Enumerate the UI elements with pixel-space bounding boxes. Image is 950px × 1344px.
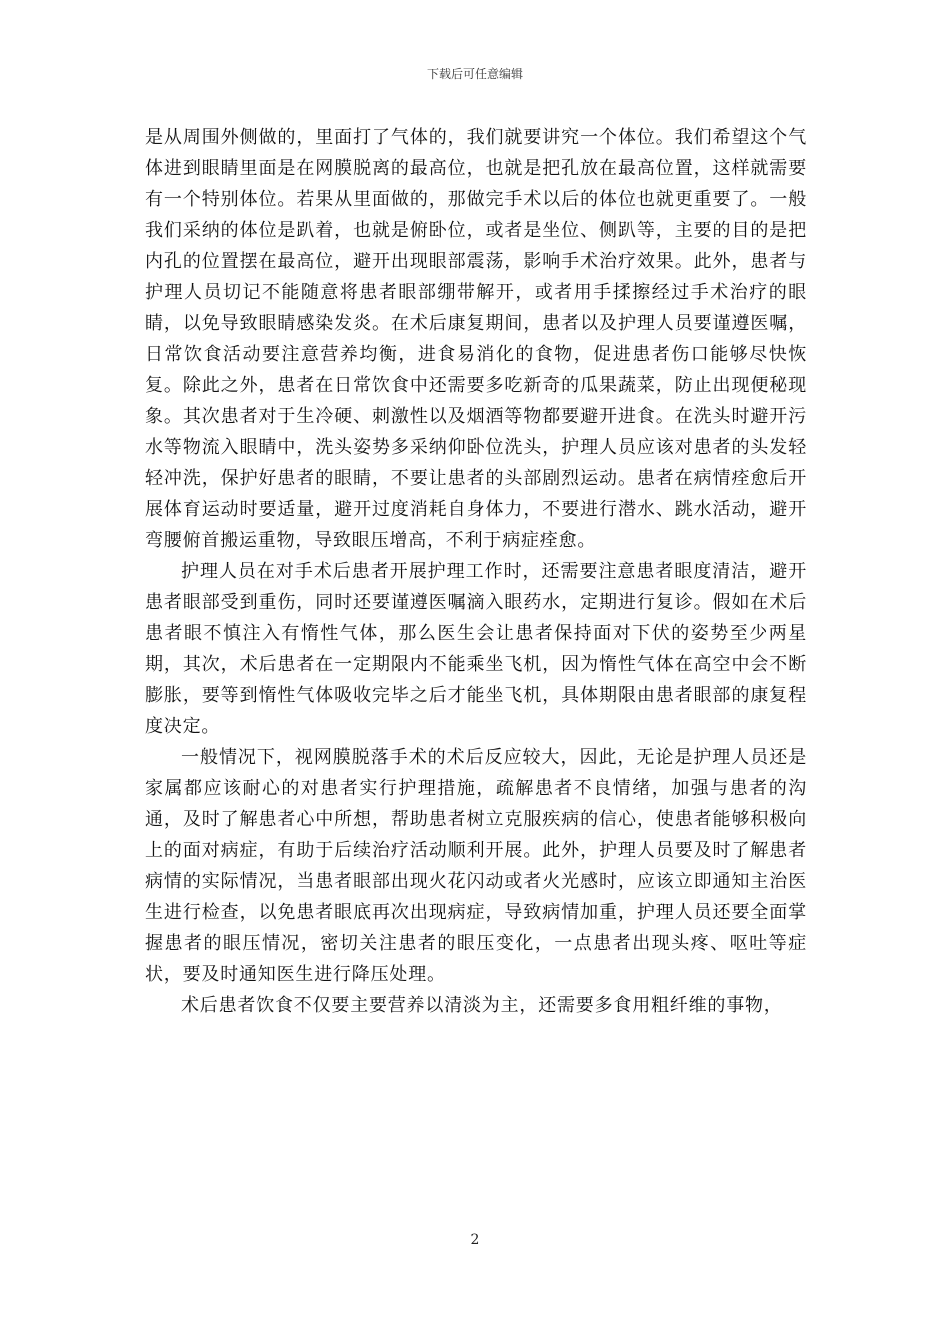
paragraph-psychological-care: 一般情况下，视网膜脱落手术的术后反应较大，因此，无论是护理人员还是家属都应该耐心的对患者实行护理措施，疏解患者不良情绪，加强与患者的沟通，及时了解患者心中所想，帮助患者树立克服疾病的信心，使患者能够积极向上的面对病症，有助于后续治疗活动顺利开展。此外，护理人员要及时了解患者病情的实际情况，当患者眼部出现火花闪动或者火光感时，应该立即通知主治医生进行检查，以免患者眼底再次出现病症，导致病情加重，护理人员还要全面掌握患者的眼压情况，密切关注患者的眼压变化，一点患者出现头疼、呕吐等症状，要及时通知医生进行降压处理。	[145, 747, 807, 985]
document-body	[145, 122, 807, 1021]
page-number: 2	[470, 1232, 480, 1248]
paragraph-diet: 术后患者饮食不仅要主要营养以清淡为主，还需要多食用粗纤维的事物，	[181, 995, 783, 1016]
paragraph-postop-care: 护理人员在对手术后患者开展护理工作时，还需要注意患者眼度清洁，避开患者眼部受到重伤，同时还要谨遵医嘱滴入眼药水，定期进行复诊。假如在术后患者眼不慎注入有惰性气体，那么医生会让患者保持面对下伏的姿势至少两星期，其次，术后患者在一定期限内不能乘坐飞机，因为惰性气体在高空中会不断膨胀，要等到惰性气体吸收完毕之后才能坐飞机，具体期限由患者眼部的康复程度决定。	[145, 561, 807, 737]
paragraph-continuation: 是从周围外侧做的，里面打了气体的，我们就要讲究一个体位。我们希望这个气体进到眼睛里面是在网膜脱离的最高位，也就是把孔放在最高位置，这样就需要有一个特别体位。若果从里面做的，那做完手术以后的体位也就更重要了。一般我们采纳的体位是趴着，也就是俯卧位，或者是坐位、侧趴等，主要的目的是把内孔的位置摆在最高位，避开出现眼部震荡，影响手术治疗效果。此外，患者与护理人员切记不能随意将患者眼部绷带解开，或者用手揉擦经过手术治疗的眼睛，以免导致眼睛感染发炎。在术后康复期间，患者以及护理人员要谨遵医嘱，日常饮食活动要注意营养均衡，进食易消化的食物，促进患者伤口能够尽快恢复。除此之外，患者在日常饮食中还需要多吃新奇的瓜果蔬菜，防止出现便秘现象。其次患者对于生冷硬、刺激性以及烟酒等物都要避开进食。在洗头时避开污水等物流入眼睛中，洗头姿势多采纳仰卧位洗头，护理人员应该对患者的头发轻轻冲洗，保护好患者的眼睛，不要让患者的头部剧烈运动。患者在病情痊愈后开展体育运动时要适量，避开过度消耗自身体力，不要进行潜水、跳水活动，避开弯腰俯首搬运重物，导致眼压增高，不利于病症痊愈。	[145, 127, 807, 551]
page-header: 下载后可任意编辑	[426, 67, 523, 81]
